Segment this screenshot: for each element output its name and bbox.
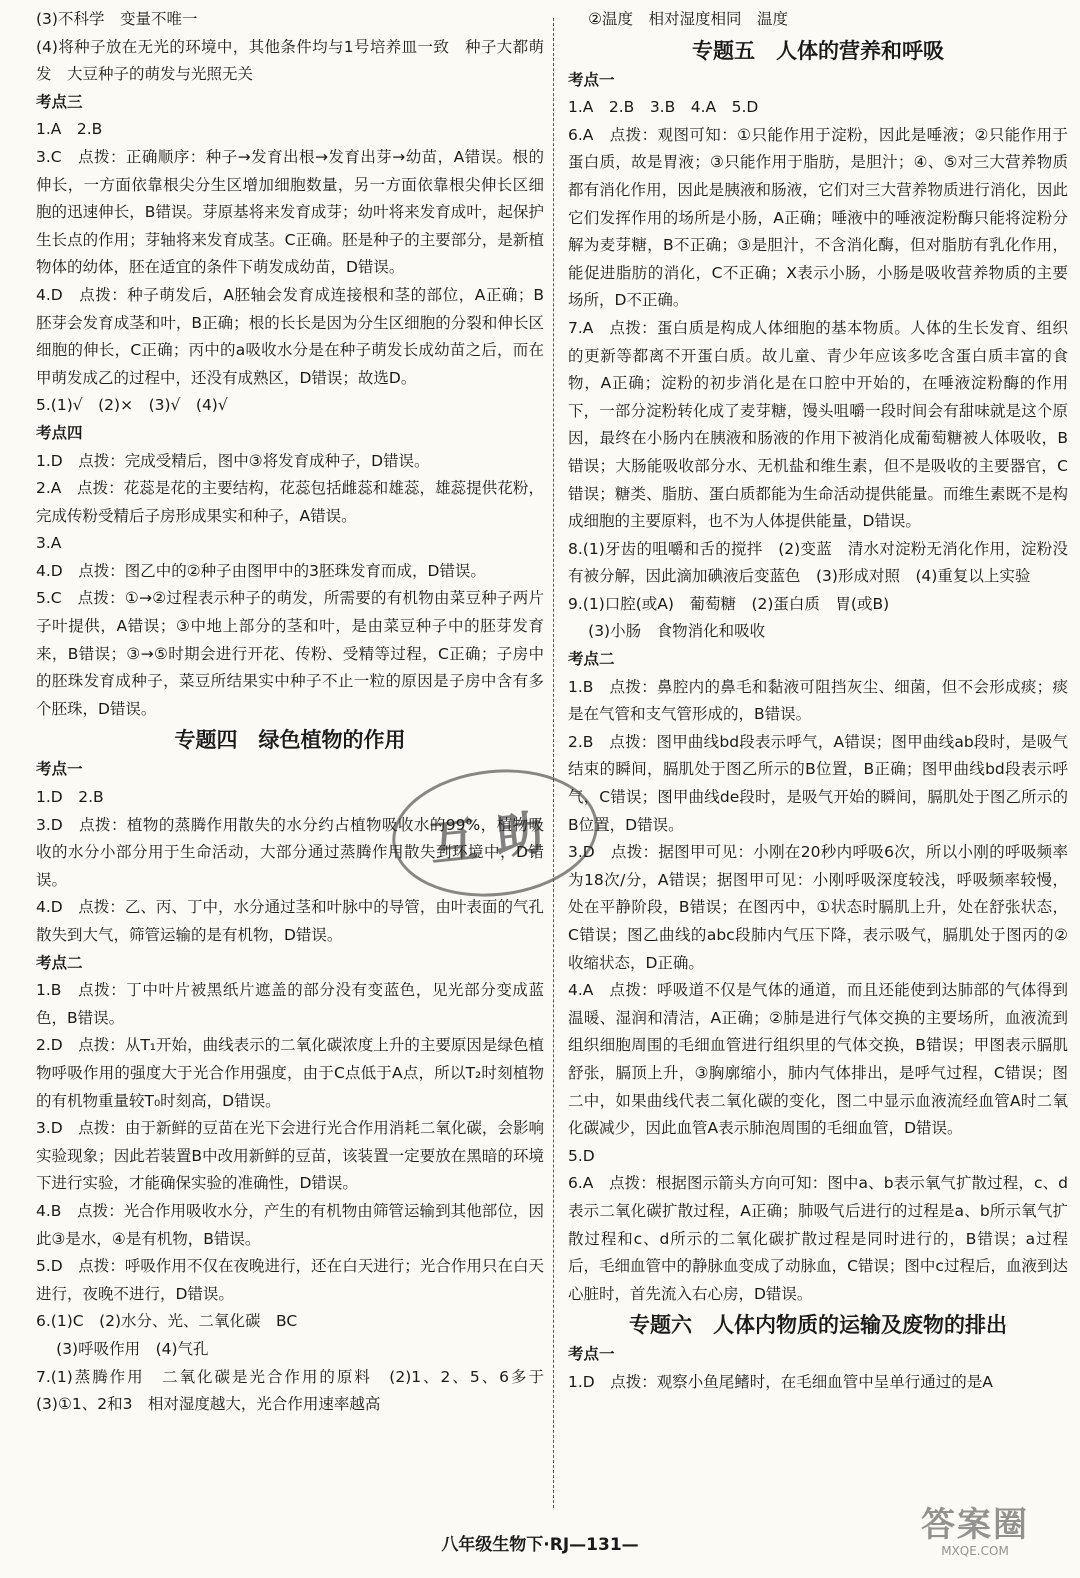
answer-paragraph: 3.D 点拨：据图甲可见：小刚在20秒内呼吸6次，所以小刚的呼吸频率为18次/分，A错误；据图甲可见：小刚呼吸深度较浅，呼吸频率较慢，处在平静阶段，B错误；在图丙中，①状态时膈肌上升，处在舒张状态，C错误；图乙曲线的abc段肺内气压下降，表示吸气，膈肌处于图丙的②收缩状态，D正确。 — [568, 843, 1068, 972]
answer-line: (3)呼吸作用 (4)气孔 — [56, 1339, 209, 1358]
answer-paragraph: 1.B 点拨：鼻腔内的鼻毛和黏液可阻挡灰尘、细菌，但不会形成痰；痰是在气管和支气管形成的，B错误。 — [568, 677, 1068, 724]
page-footer: 八年级生物下·RJ—131— — [441, 1535, 639, 1555]
section-subheading: 考点一 — [568, 1345, 615, 1364]
watermark-url: MXQE.COM — [941, 1544, 1009, 1558]
answer-paragraph: 7.(1)蒸腾作用 二氧化碳是光合作用的原料 (2)1、2、5、6多于 (3)①1、2和3 相对湿度越大，光合作用速率越高 — [36, 1367, 560, 1414]
answer-paragraph: 3.C 点拨：正确顺序：种子→发育出根→发育出芽→幼苗，A错误。根的伸长，一方面依靠根尖分生区增加细胞数量，另一方面依靠根尖伸长区细胞的迅速伸长，B错误。芽原基将来发育成芽；幼叶将来发育成叶，起保护生长点的作用；芽轴将来发育成茎。C正确。胚是种子的主要部分，是新植物体的幼体，胚在适宜的条件下萌发成幼苗，D错误。 — [36, 147, 544, 277]
section-title: 专题四 绿色植物的作用 — [174, 728, 406, 753]
answer-paragraph: 4.B 点拨：光合作用吸收水分，产生的有机物由筛管运输到其他部位，因此③是水，④是有机物，B错误。 — [36, 1201, 544, 1248]
answer-paragraph: 8.(1)牙齿的咀嚼和舌的搅拌 (2)变蓝 清水对淀粉无消化作用，淀粉没有被分解，因此滴加碘液后变蓝色 (3)形成对照 (4)重复以上实验 — [568, 539, 1068, 586]
section-title: 专题五 人体的营养和呼吸 — [692, 38, 944, 63]
section-subheading: 考点三 — [36, 92, 83, 111]
answer-paragraph: 2.B 点拨：图甲曲线bd段表示呼气，A错误；图甲曲线ab段时，是吸气结束的瞬间，膈肌处于图乙所示的B位置，B正确；图甲曲线bd段表示呼气，C错误；图甲曲线de段时，是吸气开始的瞬间，膈肌处于图乙所示的B位置，D错误。 — [568, 732, 1068, 834]
answer-paragraph: 2.A 点拨：花蕊是花的主要结构，花蕊包括雌蕊和雄蕊，雄蕊提供花粉，完成传粉受精后子房形成果实和种子，A错误。 — [36, 479, 544, 525]
answer-paragraph: 4.D 点拨：种子萌发后，A胚轴会发育成连接根和茎的部位，A正确；B胚芽会发育成茎和叶，B正确；根的长长是因为分生区细胞的分裂和伸长区细胞的伸长，C正确；丙中的a吸收水分是在种子萌发长成幼苗之后，而在甲萌发成乙的过程中，还没有成熟区，D错误；故选D。 — [36, 285, 544, 387]
answer-paragraph: 3.D 点拨：植物的蒸腾作用散失的水分约占植物吸收水的99%，植物吸收的水分小部分用于生命活动，大部分通过蒸腾作用散失到环境中，D错误。 — [36, 815, 544, 889]
answer-paragraph: 4.D 点拨：乙、丙、丁中，水分通过茎和叶脉中的导管，由叶表面的气孔散失到大气，筛管运输的是有机物，D错误。 — [36, 898, 544, 944]
column-divider — [553, 18, 554, 1508]
answer-paragraph: 3.D 点拨：由于新鲜的豆苗在光下会进行光合作用消耗二氧化碳，会影响实验现象；因此若装置B中改用新鲜的豆苗，该装置一定要放在黑暗的环境下进行实验，才能确保实验的准确性，D错误。 — [36, 1119, 544, 1193]
answer-paragraph: 4.A 点拨：呼吸道不仅是气体的通道，而且还能使到达肺部的气体得到温暖、湿润和清洁，A正确；②肺是进行气体交换的主要场所，血液流到组织细胞周围的毛细血管进行组织里的气体交换，B错误；甲图表示膈肌舒张，膈顶上升，③胸廓缩小，肺内气体排出，是呼气过程，C错误；图二中，如果曲线代表二氧化碳的变化，图二中显示血液流经血管A时二氧化碳减少，因此血管A表示肺泡周围的毛细血管，D错误。 — [568, 981, 1068, 1138]
answer-paragraph: 1.A 2.B 3.B 4.A 5.D — [568, 98, 759, 117]
answer-paragraph: (3)不科学 变量不唯一 — [36, 10, 198, 28]
answer-paragraph: 1.D 点拨：观察小鱼尾鳍时，在毛细血管中呈单行通过的是A — [568, 1372, 993, 1391]
answer-paragraph: 5.D — [568, 1146, 595, 1165]
section-subheading: 考点一 — [36, 760, 83, 779]
watermark-title: 答案圈 — [921, 1505, 1029, 1545]
answer-line: ②温度 相对湿度相同 温度 — [588, 10, 789, 28]
answer-paragraph: 2.D 点拨：从T₁开始，曲线表示的二氧化碳浓度上升的主要原因是绿色植物呼吸作用的强度大于光合作用强度，由于C点低于A点，所以T₂时刻植物的有机物重量较T₀时刻高，D错误。 — [36, 1036, 544, 1110]
answer-paragraph: 6.A 点拨：观图可知：①只能作用于淀粉，因此是唾液；②只能作用于蛋白质，故是胃液；③只能作用于脂肪，是胆汁；④、⑤对三大营养物质都有消化作用，因此是胰液和肠液，它们对三大营养物质进行消化，因此它们发挥作用的场所是小肠，A正确；唾液中的唾液淀粉酶只能将淀粉分解为麦芽糖，B不正确；③是胆汁，不含消化酶，但对脂肪有乳化作用，能促进脂肪的消化，C不正确；X表示小肠，小肠是吸收营养物质的主要场所，D不正确。 — [568, 125, 1068, 310]
answer-paragraph: 1.D 2.B — [36, 788, 104, 807]
section-subheading: 考点四 — [36, 423, 83, 442]
section-title: 专题六 人体内物质的运输及废物的排出 — [629, 1313, 1007, 1338]
answer-paragraph: 4.D 点拨：图乙中的②种子由图甲中的3胚珠发育而成，D错误。 — [36, 561, 486, 580]
answer-paragraph: 7.A 点拨：蛋白质是构成人体细胞的基本物质。人体的生长发育、组织的更新等都离不开蛋白质。故儿童、青少年应该多吃含蛋白质丰富的食物，A正确；淀粉的初步消化是在口腔中开始的，在唾液淀粉酶的作用下，一部分淀粉转化成了麦芽糖，馒头咀嚼一段时间会有甜味就是这个原因，最终在小肠内在胰液和肠液的作用下被消化成葡萄糖被人体吸收，B错误；大肠能吸收部分水、无机盐和维生素，但不是吸收的主要器官，C错误；糖类、脂肪、蛋白质都能为生命活动提供能量。而维生素既不是构成细胞的主要原料，也不为人体提供能量，D错误。 — [568, 318, 1068, 531]
answer-paragraph: 9.(1)口腔(或A) 葡萄糖 (2)蛋白质 胃(或B) — [568, 594, 890, 613]
answer-paragraph: 3.A — [36, 534, 62, 553]
answer-paragraph: 5.D 点拨：呼吸作用不仅在夜晚进行，还在白天进行；光合作用只在白天进行，夜晚不进行，D错误。 — [36, 1257, 544, 1303]
left-column — [36, 6, 560, 1419]
section-subheading: 考点二 — [568, 650, 615, 669]
section-subheading: 考点二 — [36, 953, 83, 972]
answer-line: (3)小肠 食物消化和吸收 — [588, 622, 766, 641]
answer-paragraph: 5.(1)√ (2)× (3)√ (4)√ — [36, 396, 228, 415]
watermark-logo — [880, 1496, 1070, 1568]
answer-paragraph: 6.(1)C (2)水分、光、二氧化碳 BC — [36, 1312, 298, 1331]
section-subheading: 考点一 — [568, 70, 615, 89]
right-column — [568, 6, 1068, 1397]
answer-paragraph: (4)将种子放在无光的环境中，其他条件均与1号培养皿一致 种子大都萌发 大豆种子的萌发与光照无关 — [36, 37, 544, 84]
answer-paragraph: 1.B 点拨：丁中叶片被黑纸片遮盖的部分没有变蓝色，见光部分变成蓝色，B错误。 — [36, 981, 544, 1027]
stamp-text: 互助 — [426, 802, 565, 873]
answer-paragraph: 1.A 2.B — [36, 120, 103, 139]
answer-paragraph: 1.D 点拨：完成受精后，图中③将发育成种子，D错误。 — [36, 451, 430, 470]
answer-paragraph: 6.A 点拨：根据图示箭头方向可知：图中a、b表示氧气扩散过程，c、d表示二氧化碳扩散过程，A正确；肺吸气后进行的过程是a、b所示氧气扩散过程和c、d所示的二氧化碳扩散过程是同时进行的，B错误；a过程后，毛细血管中的静脉血变成了动脉血，C错误；图中c过程后，血液到达心脏时，首先流入右心房，D错误。 — [568, 1174, 1068, 1303]
answer-paragraph: 5.C 点拨：①→②过程表示种子的萌发，所需要的有机物由菜豆种子两片子叶提供，A错误；③中地上部分的茎和叶，是由菜豆种子中的胚芽发育来，B错误；③→⑤时期会进行开花、传粉、受精等过程，C正确；子房中的胚珠发育成种子，菜豆所结果实中种子不止一粒的原因是子房中含有多个胚珠，D错误。 — [36, 589, 544, 718]
